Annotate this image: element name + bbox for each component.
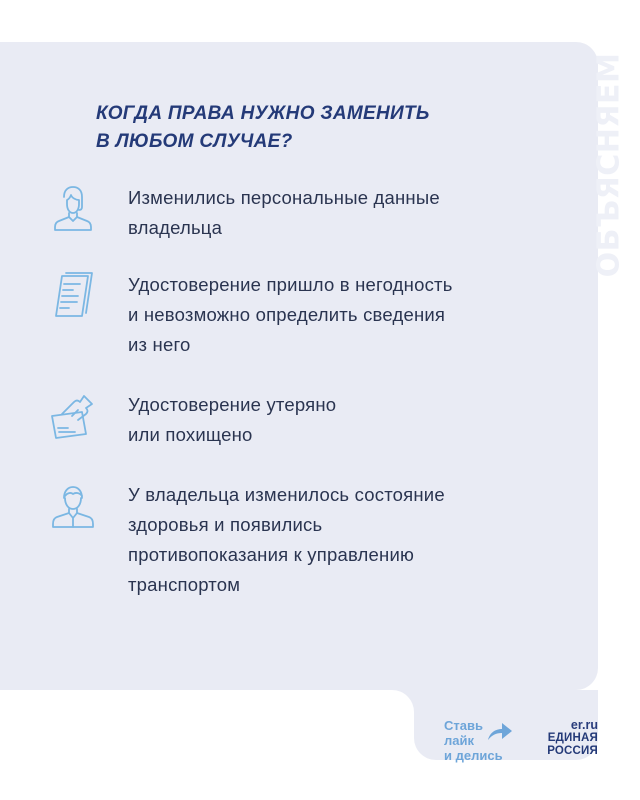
share-arrow-icon[interactable] (486, 720, 514, 742)
share-line: Ставь (444, 718, 483, 733)
item-text (128, 183, 528, 243)
item-line: Удостоверение пришло в негодность (128, 274, 453, 295)
title-line-1: КОГДА ПРАВА НУЖНО ЗАМЕНИТЬ (96, 103, 430, 124)
item-line: из него (128, 334, 191, 355)
brand-logo (536, 718, 598, 758)
side-label: ОБЪЯСНЯЕМ (591, 52, 627, 278)
item-text (128, 270, 528, 360)
title-line-2: В ЛЮБОМ СЛУЧАЕ? (96, 131, 293, 152)
item-line: и невозможно определить сведения (128, 304, 446, 325)
hand-card-icon (48, 390, 98, 440)
item-line: У владельца изменилось состояние (128, 484, 445, 505)
item-line: или похищено (128, 424, 253, 445)
share-line: и делись (444, 748, 503, 763)
share-line: лайк (444, 733, 474, 748)
man-icon (48, 480, 98, 530)
woman-icon (48, 183, 98, 233)
item-line: транспортом (128, 574, 241, 595)
item-text (128, 390, 528, 450)
item-line: владельца (128, 217, 223, 238)
item-text (128, 480, 528, 600)
brand-name-line-2: РОССИЯ (547, 745, 598, 757)
item-line: Удостоверение утеряно (128, 394, 337, 415)
item-line: противопоказания к управлению (128, 544, 415, 565)
card-corner (392, 690, 414, 712)
page-title (96, 100, 516, 156)
brand-name-line-1: ЕДИНАЯ (547, 732, 598, 744)
item-line: здоровья и появились (128, 514, 323, 535)
brand-url[interactable]: er.ru (570, 718, 598, 732)
item-line: Изменились персональные данные (128, 187, 440, 208)
document-icon (48, 270, 98, 320)
